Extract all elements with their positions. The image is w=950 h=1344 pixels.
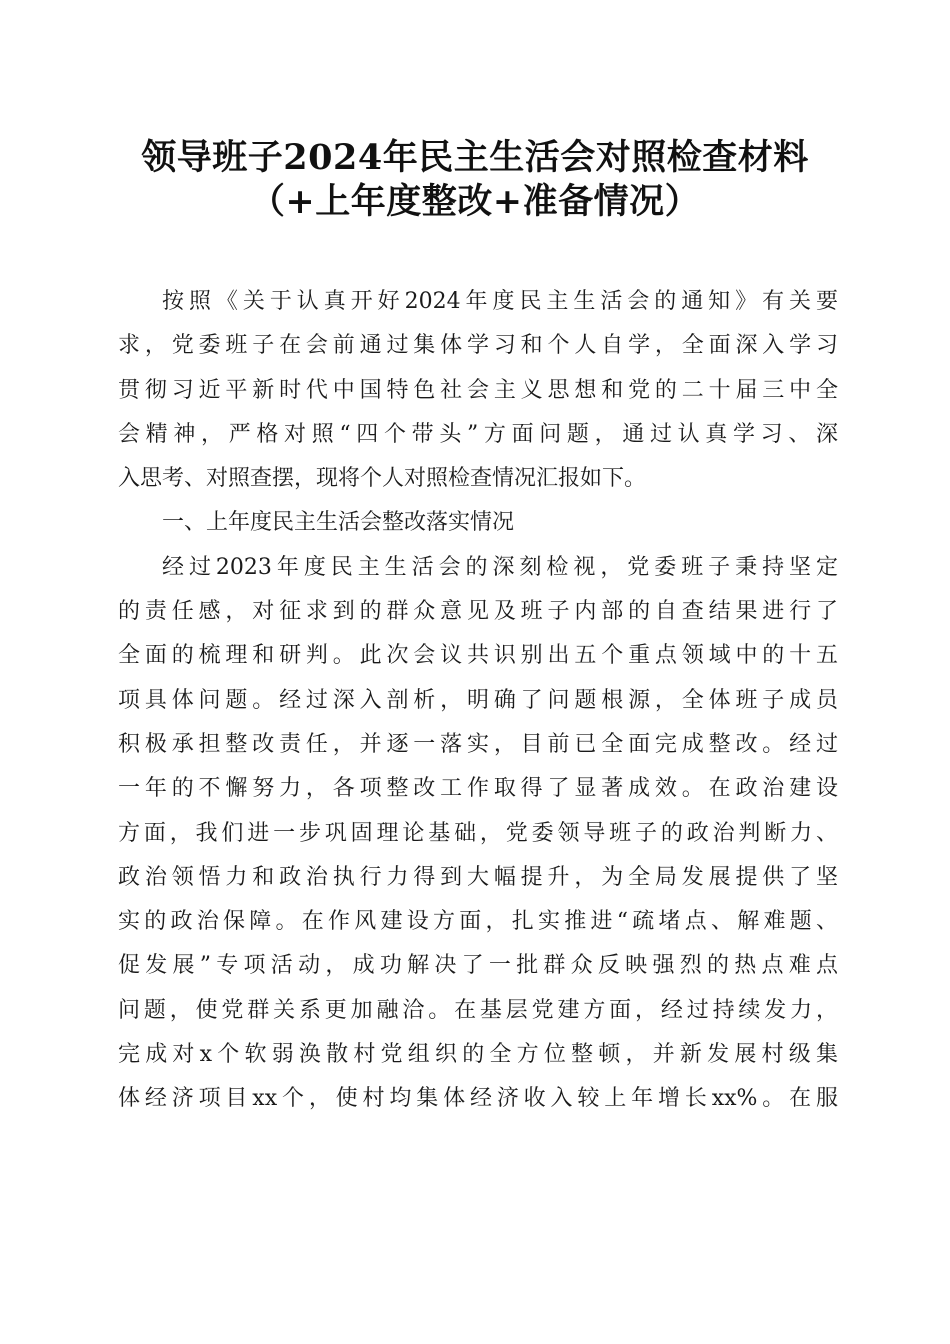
paragraph-line: 问题，使党群关系更加融洽。在基层党建方面，经过持续发力， [118, 997, 838, 1023]
paragraph-line: 会精神，严格对照“四个带头”方面问题，通过认真学习、深 [118, 421, 838, 447]
paragraph-line: 贯彻习近平新时代中国特色社会主义思想和党的二十届三中全 [118, 377, 838, 403]
document-body [118, 280, 838, 1122]
paragraph-line: 积极承担整改责任，并逐一落实，目前已全面完成整改。经过 [118, 731, 838, 757]
paragraph-line: 完成对x个软弱涣散村党组织的全方位整顿，并新发展村级集 [118, 1042, 838, 1068]
paragraph-line: 促发展”专项活动，成功解决了一批群众反映强烈的热点难点 [118, 953, 838, 979]
paragraph-line: 全面的梳理和研判。此次会议共识别出五个重点领域中的十五 [118, 643, 838, 669]
paragraph-line: 项具体问题。经过深入剖析，明确了问题根源，全体班子成员 [118, 687, 838, 713]
paragraph-line: 政治领悟力和政治执行力得到大幅提升，为全局发展提供了坚 [118, 864, 838, 890]
document-title: 领导班子2024年民主生活会对照检查材料 [141, 137, 809, 178]
paragraph-line: 方面，我们进一步巩固理论基础，党委领导班子的政治判断力、 [118, 820, 838, 846]
paragraph-line: 体经济项目xx个，使村均集体经济收入较上年增长xx%。在服 [118, 1086, 838, 1112]
paragraph-line: 入思考、对照查摆，现将个人对照检查情况汇报如下。 [118, 466, 647, 492]
paragraph-line: 按照《关于认真开好2024年度民主生活会的通知》有关要 [162, 289, 838, 314]
paragraph-line: 的责任感，对征求到的群众意见及班子内部的自查结果进行了 [118, 599, 838, 625]
paragraph-line: 实的政治保障。在作风建设方面，扎实推进“疏堵点、解难题、 [118, 909, 838, 935]
paragraph-line: 经过2023年度民主生活会的深刻检视，党委班子秉持坚定 [162, 554, 838, 580]
document-subtitle: （+上年度整改+准备情况） [249, 181, 701, 222]
paragraph-line: 一年的不懈努力，各项整改工作取得了显著成效。在政治建设 [118, 776, 838, 802]
paragraph-line: 求，党委班子在会前通过集体学习和个人自学，全面深入学习 [118, 333, 838, 359]
section-heading: 一、上年度民主生活会整改落实情况 [162, 510, 515, 536]
